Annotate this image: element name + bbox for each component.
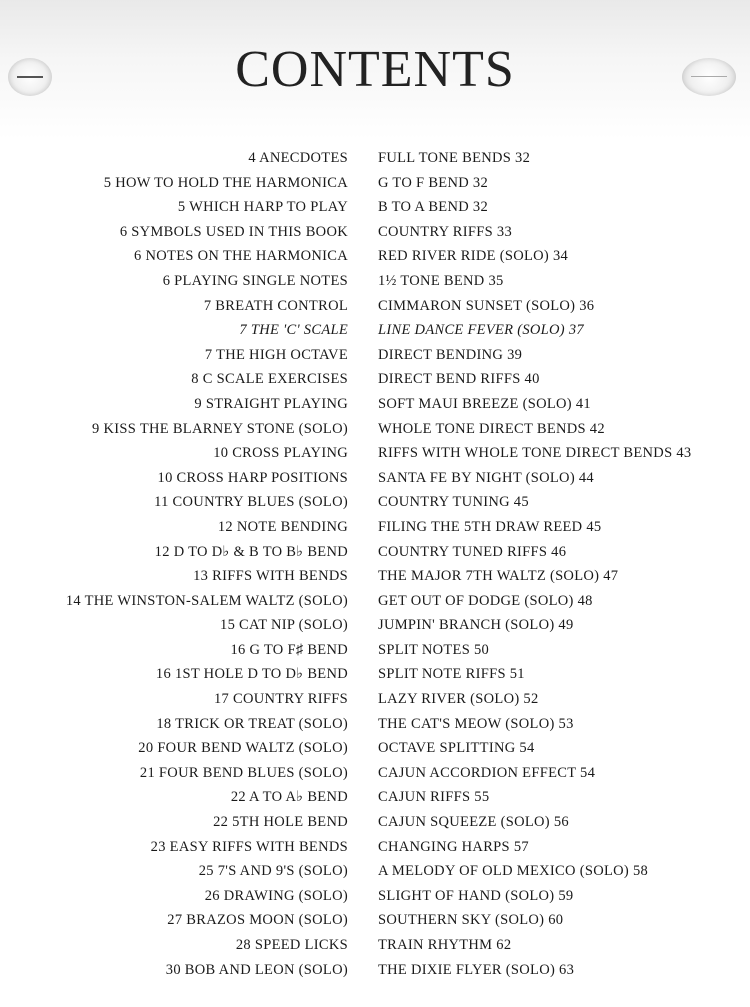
toc-entry-right: DIRECT BEND RIFFS 40 — [378, 371, 540, 388]
toc-entry-right: THE CAT'S MEOW (SOLO) 53 — [378, 715, 574, 732]
contents-row — [0, 884, 750, 909]
toc-entry-left: 14 THE WINSTON-SALEM WALTZ (SOLO) — [65, 592, 348, 609]
contents-row — [0, 490, 750, 515]
contents-row — [0, 343, 750, 368]
toc-entry-right: TRAIN RHYTHM 62 — [378, 937, 512, 953]
toc-entry-right: CAJUN ACCORDION EFFECT 54 — [378, 764, 596, 781]
contents-row — [0, 662, 750, 687]
toc-entry-left: 12 NOTE BENDING — [217, 518, 348, 535]
toc-entry-right: CAJUN RIFFS 55 — [378, 789, 490, 806]
toc-entry-left: 10 CROSS PLAYING — [213, 445, 348, 462]
contents-row — [0, 613, 750, 638]
contents-row — [0, 515, 750, 540]
toc-entry-right: CAJUN SQUEEZE (SOLO) 56 — [378, 814, 569, 831]
contents-row — [0, 736, 750, 761]
contents-row — [0, 244, 750, 269]
toc-entry-right: A MELODY OF OLD MEXICO (SOLO) 58 — [378, 863, 649, 880]
contents-row — [0, 441, 750, 466]
contents-row — [0, 589, 750, 614]
toc-entry-right: FULL TONE BENDS 32 — [378, 150, 531, 166]
toc-entry-right: COUNTRY TUNING 45 — [378, 494, 529, 511]
toc-entry-right: WHOLE TONE DIRECT BENDS 42 — [378, 420, 605, 437]
toc-entry-left: 6 SYMBOLS USED IN THIS BOOK — [119, 223, 348, 240]
contents-row — [0, 835, 750, 860]
toc-entry-right: SOFT MAUI BREEZE (SOLO) 41 — [378, 395, 591, 412]
toc-entry-left: 11 COUNTRY BLUES (SOLO) — [154, 494, 348, 511]
contents-row — [0, 761, 750, 786]
contents-row — [0, 392, 750, 417]
toc-entry-right: GET OUT OF DODGE (SOLO) 48 — [378, 592, 593, 609]
toc-entry-left: 13 RIFFS WITH BENDS — [193, 568, 348, 585]
contents-row — [0, 195, 750, 220]
page-title: CONTENTS — [235, 41, 515, 98]
contents-row — [0, 908, 750, 933]
toc-entry-left: 20 FOUR BEND WALTZ (SOLO) — [138, 740, 348, 757]
toc-entry-left: 6 PLAYING SINGLE NOTES — [162, 272, 348, 289]
toc-entry-right: SPLIT NOTE RIFFS 51 — [378, 666, 525, 683]
toc-entry-right: THE DIXIE FLYER (SOLO) 63 — [378, 961, 575, 978]
toc-entry-left: 18 TRICK OR TREAT (SOLO) — [156, 715, 348, 732]
toc-entry-right: THE MAJOR 7TH WALTZ (SOLO) 47 — [378, 568, 619, 585]
toc-entry-left: 25 7'S AND 9'S (SOLO) — [198, 863, 348, 880]
contents-row — [0, 146, 750, 171]
toc-entry-left: 8 C SCALE EXERCISES — [191, 371, 348, 388]
contents-row — [0, 294, 750, 319]
toc-entry-right: FILING THE 5TH DRAW REED 45 — [378, 518, 602, 535]
contents-row — [0, 859, 750, 884]
toc-entry-left: 16 1ST HOLE D TO D♭ BEND — [155, 666, 348, 683]
contents-row — [0, 269, 750, 294]
toc-entry-right: COUNTRY RIFFS 33 — [378, 223, 512, 240]
contents-row — [0, 318, 750, 343]
contents-row — [0, 638, 750, 663]
toc-entry-right: SLIGHT OF HAND (SOLO) 59 — [378, 887, 574, 904]
contents-row — [0, 220, 750, 245]
toc-entry-left: 22 5TH HOLE BEND — [213, 814, 348, 831]
toc-entry-right: G TO F BEND 32 — [378, 174, 489, 191]
toc-entry-left: 9 KISS THE BLARNEY STONE (SOLO) — [92, 420, 348, 437]
toc-entry-right: CHANGING HARPS 57 — [378, 838, 529, 855]
toc-entry-left: 12 D TO D♭ & B TO B♭ BEND — [154, 543, 348, 560]
toc-entry-left: 7 THE 'C' SCALE — [239, 322, 348, 339]
toc-entry-left: 22 A TO A♭ BEND — [230, 789, 348, 806]
toc-entry-right: RED RIVER RIDE (SOLO) 34 — [378, 248, 569, 265]
toc-entry-right: LINE DANCE FEVER (SOLO) 37 — [378, 322, 584, 339]
toc-entry-right: 1½ TONE BEND 35 — [378, 272, 504, 289]
toc-entry-left: 7 THE HIGH OCTAVE — [204, 346, 348, 363]
contents-row — [0, 540, 750, 565]
toc-entry-right: SPLIT NOTES 50 — [378, 641, 490, 658]
contents-row — [0, 785, 750, 810]
contents-row — [0, 466, 750, 491]
contents-row — [0, 171, 750, 196]
toc-entry-right: LAZY RIVER (SOLO) 52 — [378, 691, 539, 708]
toc-entry-left: 4 ANECDOTES — [248, 150, 348, 166]
toc-entry-right: RIFFS WITH WHOLE TONE DIRECT BENDS 43 — [378, 445, 692, 462]
contents-row — [0, 687, 750, 712]
contents-row — [0, 564, 750, 589]
contents-row — [0, 367, 750, 392]
toc-entry-right: DIRECT BENDING 39 — [378, 346, 523, 363]
toc-entry-left: 16 G TO F♯ BEND — [230, 641, 348, 658]
toc-entry-left: 10 CROSS HARP POSITIONS — [157, 469, 348, 486]
toc-entry-left: 9 STRAIGHT PLAYING — [194, 395, 348, 412]
toc-entry-right: JUMPIN' BRANCH (SOLO) 49 — [378, 617, 574, 634]
contents-list — [0, 146, 750, 982]
toc-entry-left: 27 BRAZOS MOON (SOLO) — [167, 912, 348, 929]
toc-entry-left: 15 CAT NIP (SOLO) — [220, 617, 348, 634]
toc-entry-left: 5 WHICH HARP TO PLAY — [177, 199, 348, 216]
contents-row — [0, 810, 750, 835]
toc-entry-left: 23 EASY RIFFS WITH BENDS — [150, 838, 348, 855]
toc-entry-left: 17 COUNTRY RIFFS — [214, 691, 348, 708]
toc-entry-left: 30 BOB AND LEON (SOLO) — [165, 961, 348, 978]
toc-entry-left: 5 HOW TO HOLD THE HARMONICA — [103, 174, 348, 191]
toc-entry-left: 28 SPEED LICKS — [235, 937, 348, 953]
toc-entry-right: COUNTRY TUNED RIFFS 46 — [378, 543, 567, 560]
toc-entry-left: 21 FOUR BEND BLUES (SOLO) — [139, 764, 348, 781]
toc-entry-left: 26 DRAWING (SOLO) — [204, 887, 348, 904]
toc-entry-right: SOUTHERN SKY (SOLO) 60 — [378, 912, 564, 929]
contents-row — [0, 712, 750, 737]
toc-entry-right: B TO A BEND 32 — [378, 199, 489, 216]
contents-row — [0, 417, 750, 442]
toc-entry-left: 7 BREATH CONTROL — [203, 297, 348, 314]
toc-entry-right: CIMMARON SUNSET (SOLO) 36 — [378, 297, 595, 314]
toc-entry-right: SANTA FE BY NIGHT (SOLO) 44 — [378, 469, 594, 486]
contents-row — [0, 933, 750, 958]
contents-row — [0, 958, 750, 983]
toc-entry-right: OCTAVE SPLITTING 54 — [378, 740, 535, 757]
toc-entry-left: 6 NOTES ON THE HARMONICA — [134, 248, 348, 265]
